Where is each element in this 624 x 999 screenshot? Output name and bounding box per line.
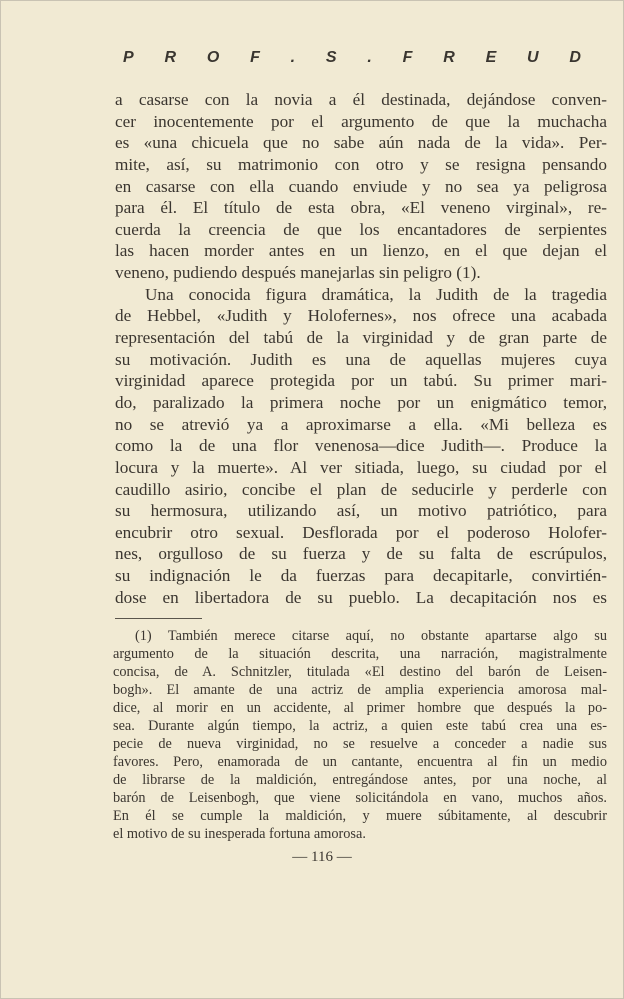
text-line: no se atrevió ya a aproximarse a ella. «Mi belleza es xyxy=(115,414,607,434)
main-text xyxy=(115,89,607,608)
header-letter: R xyxy=(164,49,177,66)
footnote-line: pecie de nueva virginidad, no se resuelve a conceder a nadie sus xyxy=(113,736,607,752)
footnote-line: el motivo de su inesperada fortuna amorosa. xyxy=(113,826,366,842)
text-line: caudillo asirio, concibe el plan de seducirle y perderle con xyxy=(115,479,607,499)
text-line: en casarse con ella cuando enviude y no sea ya peligrosa xyxy=(115,176,607,196)
running-header xyxy=(123,49,581,73)
header-letter: D xyxy=(569,49,581,66)
text-line: Una conocida figura dramática, la Judith de la tragedia xyxy=(145,284,607,304)
footnote-line: de librarse de la maldición, entregándose antes, por una noche, al xyxy=(113,772,607,788)
header-letter: R xyxy=(443,49,455,66)
footnote-divider xyxy=(115,618,202,619)
text-line: su hermosura, utilizando así, un motivo patriótico, para xyxy=(115,501,607,521)
header-letter: O xyxy=(206,49,220,66)
header-letter: . xyxy=(290,49,296,66)
text-line: su motivación. Judith es una de aquellas mujeres cuya xyxy=(115,349,607,369)
text-line: dose en libertadora de su pueblo. La decapitación nos es xyxy=(115,587,607,607)
footnote-line: argumento de la situación descrita, una narración, magistralmente xyxy=(113,646,607,662)
text-line: a casarse con la novia a él destinada, dejándose conven- xyxy=(115,90,607,109)
text-line: de Hebbel, «Judith y Holofernes», nos ofrece una acabada xyxy=(115,306,607,326)
header-letter: F xyxy=(402,49,413,66)
text-line: virginidad aparece protegida por un tabú. Su primer mari- xyxy=(115,371,607,391)
footnote-line: favores. Pero, enamorada de un cantante, encuentra al fin un medio xyxy=(113,754,607,770)
text-line: como la de una flor venenosa—dice Judith—. Produce la xyxy=(115,436,607,456)
text-line: es «una chicuela que no sabe aún nada de la vida». Per- xyxy=(115,133,607,153)
text-line: representación del tabú de la virginidad y de gran parte de xyxy=(115,328,607,348)
text-line: locura y la muerte». Al ver sitiada, luego, su ciudad por el xyxy=(115,457,607,477)
footnote-line: (1) También merece citarse aquí, no obstante apartarse algo su xyxy=(135,628,607,644)
header-letter: P xyxy=(123,49,134,66)
header-letter: U xyxy=(527,49,539,66)
text-line: do, paralizado la primera noche por un enigmático temor, xyxy=(115,392,607,412)
footnote-line: bogh». El amante de una actriz de amplia experiencia amorosa mal- xyxy=(113,682,607,698)
footnote-line: dice, al morir en un accidente, al primer hombre que después la po- xyxy=(113,700,607,716)
header-letter: F xyxy=(250,49,260,66)
header-letter: E xyxy=(485,49,497,66)
footnote-line: sea. Durante algún tiempo, la actriz, a quien este tabú crea una es- xyxy=(113,718,607,734)
header-letter: S xyxy=(325,49,337,66)
text-line: encubrir otro sexual. Desflorada por el poderoso Holofer- xyxy=(115,522,607,542)
text-line: mite, así, su matrimonio con otro y se resigna pensando xyxy=(115,154,607,174)
footnote-line: barón de Leisenbogh, que viene solicitándola en vano, muchos años. xyxy=(113,790,607,806)
page-number: — 116 — xyxy=(292,849,352,865)
footnote-line: En él se cumple la maldición, y muere súbitamente, al descubrir xyxy=(113,808,607,824)
header-letter: . xyxy=(367,49,372,66)
text-line: cuerda la creencia de que los encantadores de serpientes xyxy=(115,219,607,239)
text-line: nes, orgulloso de su fuerza y de su falta de escrúpulos, xyxy=(115,544,607,564)
text-line: veneno, pudiendo después manejarlas sin peligro (1). xyxy=(115,263,481,283)
text-line: su indignación le da fuerzas para decapitarle, convirtién- xyxy=(115,566,607,586)
text-line: cer inocentemente por el argumento de que la muchacha xyxy=(115,111,607,131)
footnote-line: concisa, de A. Schnitzler, titulada «El destino del barón de Leisen- xyxy=(113,664,607,680)
footnote xyxy=(113,627,607,843)
text-line: para él. El título de esta obra, «El veneno virginal», re- xyxy=(115,198,607,218)
text-line: las hacen morder antes en un lienzo, en el que dejan el xyxy=(115,241,607,261)
